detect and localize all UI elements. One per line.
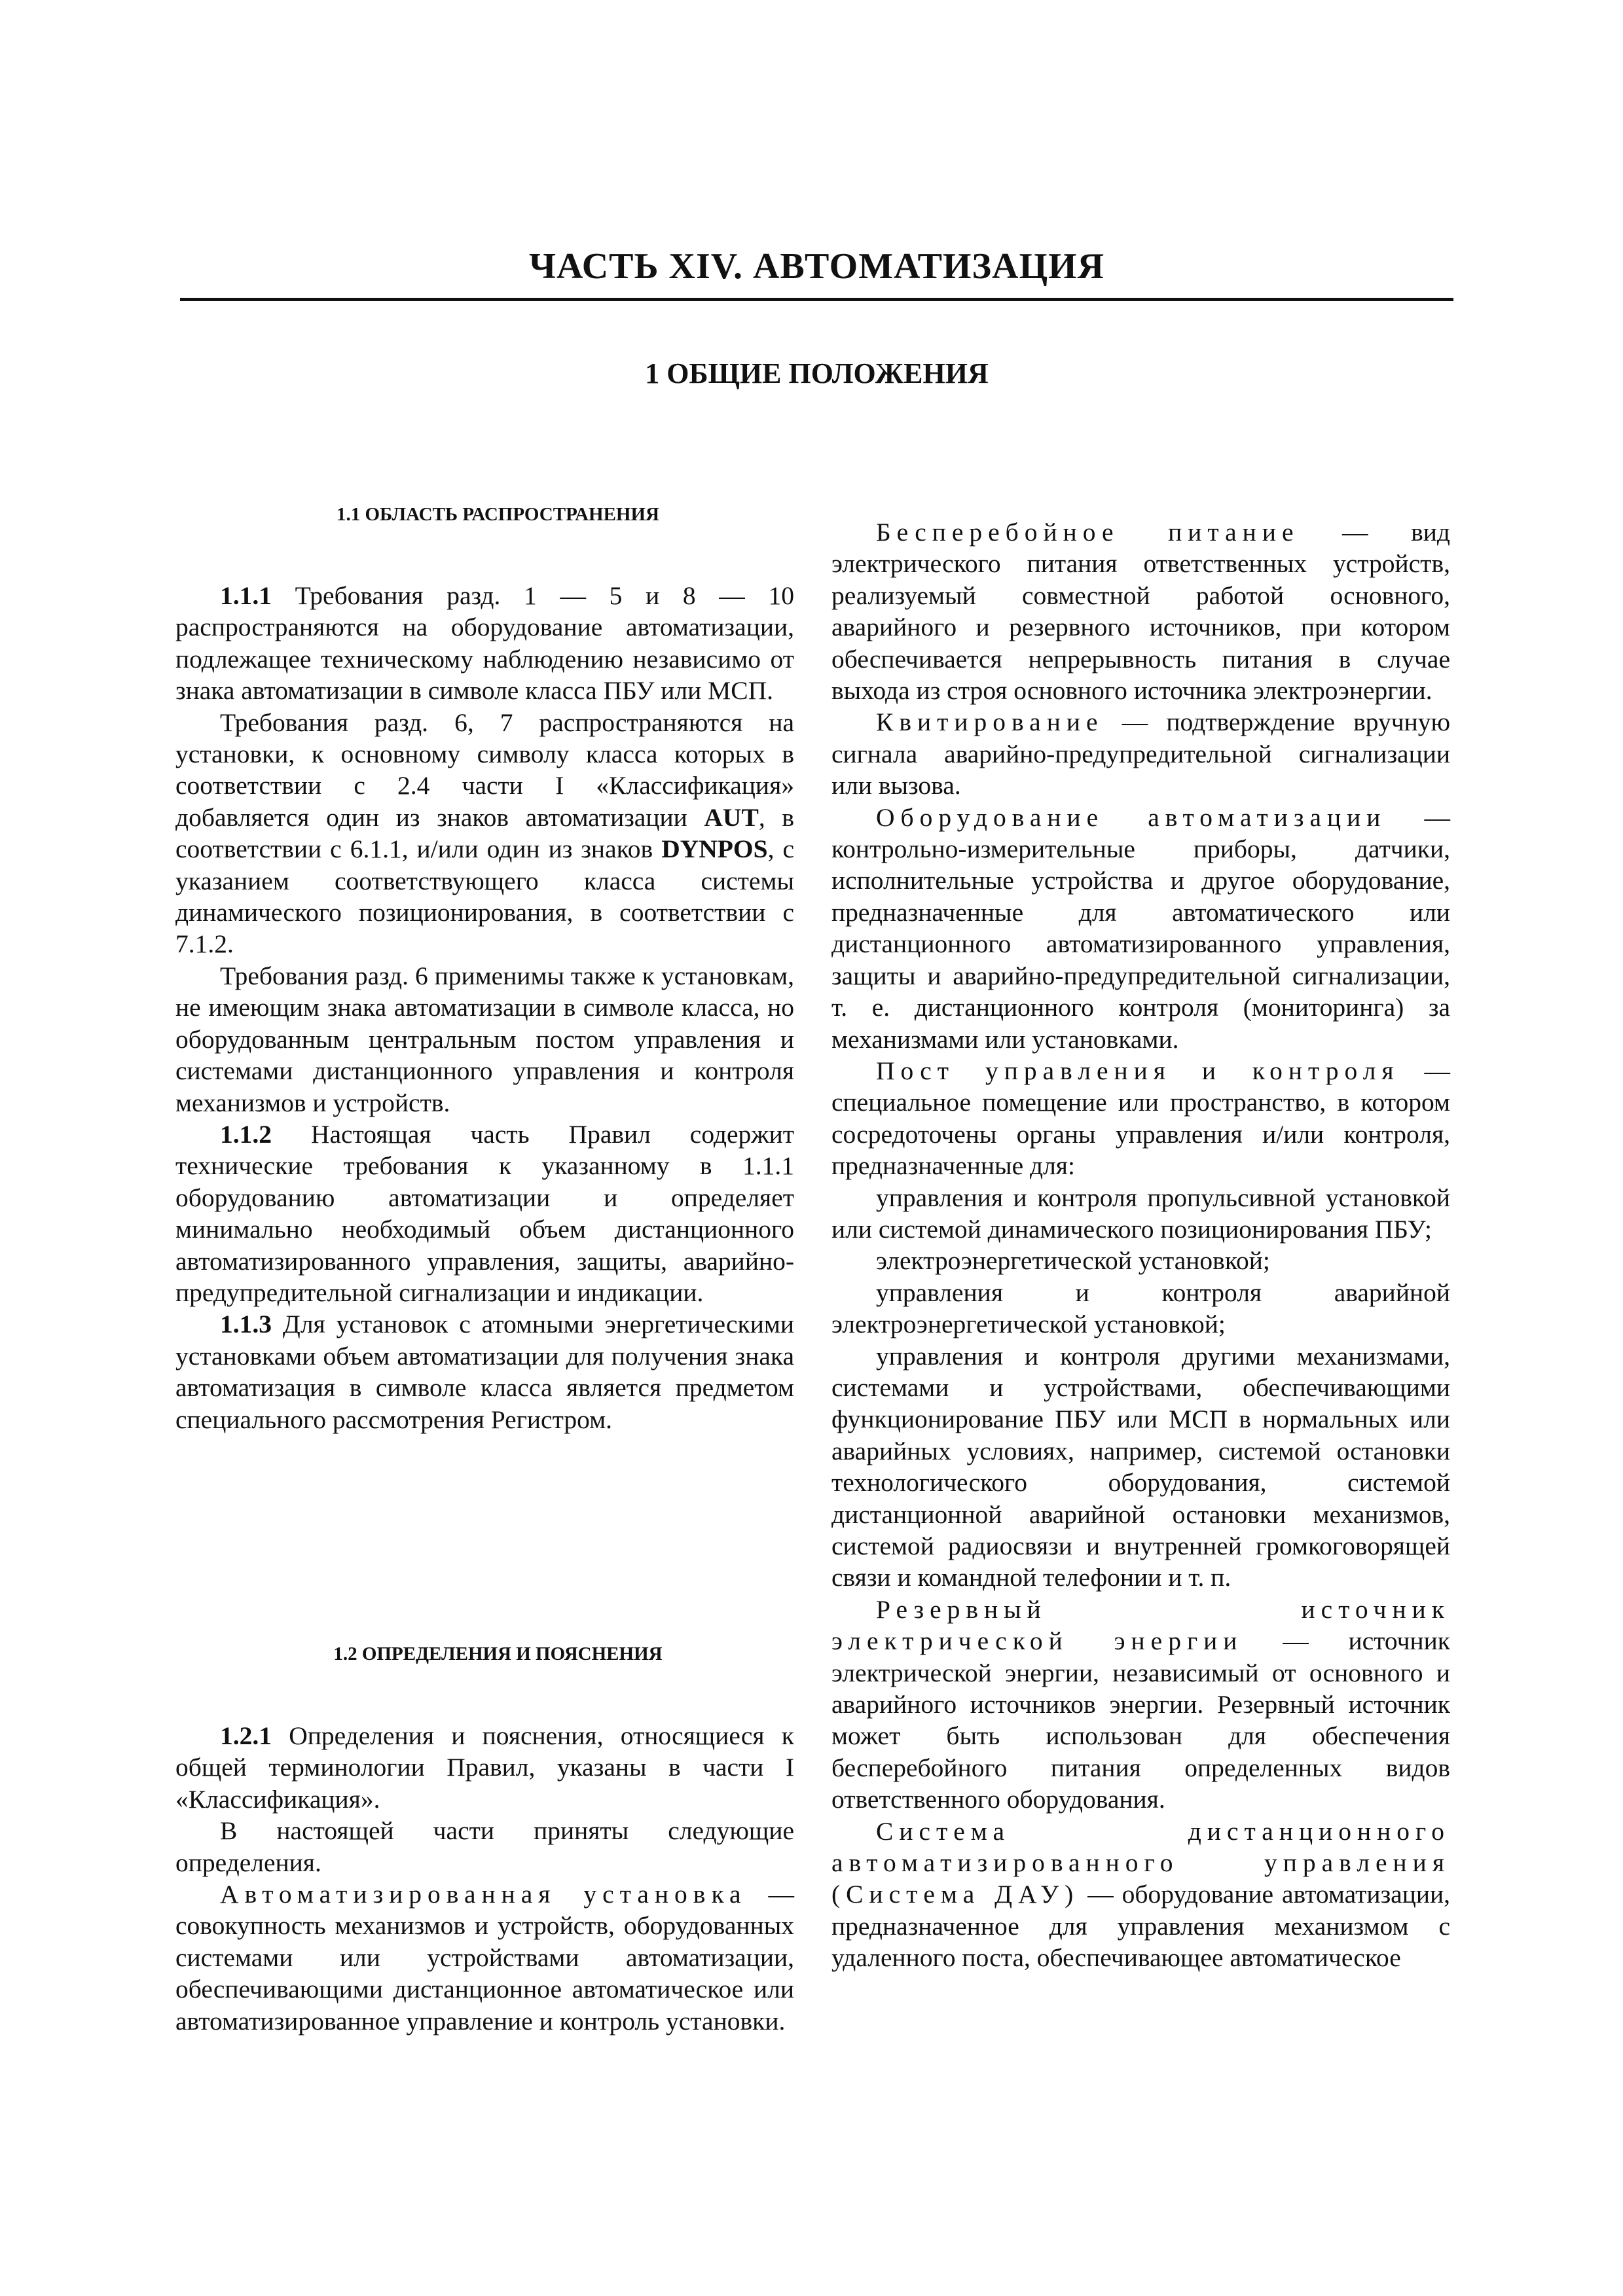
text-run: , с указанием соответствующего класса системы динамического позиционирования, в соответствии с 7.1.2. xyxy=(175,834,794,959)
clause-text: Требования разд. 1 — 5 и 8 — 10 распространяются на оборудование автоматизации, подлежащее техническому наблюдению независимо от знака автоматизации в символе класса ПБУ или МСП. xyxy=(175,581,794,706)
paragraph-1-1-1-b xyxy=(175,707,794,960)
title-rule xyxy=(180,298,1453,301)
control-station-item-4: управления и контроля другими механизмами, системами и устройствами, обеспечивающими функционирование ПБУ или МСП в нормальных или аварийных условиях, например, системой остановки технологического оборудования, системой дистанционной аварийной остановки механизмов, системой радиосвязи и внутренней громкоговорящей связи и командной телефонии и т. п. xyxy=(831,1341,1450,1592)
definition-term: Бесперебойное питание xyxy=(876,518,1300,547)
paragraph-1-1-1 xyxy=(175,580,794,707)
definition-acknowledgement xyxy=(831,706,1450,801)
control-station-item-3: управления и контроля аварийной электроэнергетической установкой; xyxy=(831,1278,1450,1339)
definition-remote-control-system xyxy=(831,1816,1450,1974)
clause-text: Настоящая часть Правил содержит технические требования к указанному в 1.1.1 оборудованию автоматизации и определяет минимально необходимый объем дистанционного автоматизированного управления, защиты, аварийно-предупредительной сигнализации и индикации. xyxy=(175,1119,794,1307)
definition-term: Резервный источник электрической энергии xyxy=(831,1594,1450,1656)
definition-term: Автоматизированная установка xyxy=(220,1880,747,1909)
text-run: Требования разд. 6, 7 распространяются на установки, к основному символу класса которых в соответствии с 2.4 части I «Классификация» добавляется один из знаков автоматизации xyxy=(175,708,794,832)
clause-number: 1.1.1 xyxy=(220,581,272,610)
clause-number: 1.2.1 xyxy=(220,1721,272,1750)
definition-control-station xyxy=(831,1055,1450,1182)
definition-text: — источник электрической энергии, независимый от основного и аварийного источников энергии. Резервный источник может быть использован для обеспечения бесперебойного питания определенных видов ответственного оборудования. xyxy=(831,1626,1450,1814)
paragraph-1-1-1-c: Требования разд. 6 применимы также к установкам, не имеющим знака автоматизации в символе класса, но оборудованным центральным постом управления и системами дистанционного управления и контроля механизмов и устройств. xyxy=(175,961,794,1117)
section-title: 1 ОБЩИЕ ПОЛОЖЕНИЯ xyxy=(645,357,989,389)
definition-text: — специальное помещение или пространство, в котором сосредоточены органы управления и/или контроля, предназначенные для: xyxy=(831,1056,1451,1181)
control-station-item-2: электроэнергетической установкой; xyxy=(876,1246,1270,1276)
text-run: , в соответствии с 6.1.1, и/или один из знаков xyxy=(175,802,794,864)
definition-term: Оборудование автоматизации xyxy=(876,802,1387,832)
definition-text: — подтверждение вручную сигнала аварийно-предупредительной сигнализации или вызова. xyxy=(831,708,1450,800)
paragraph-1-2-1 xyxy=(175,1720,794,1815)
definition-term: Пост управления и контроля xyxy=(876,1056,1400,1085)
definition-term: Система дистанционного автоматизированного управления (Система ДАУ) xyxy=(831,1816,1450,1909)
clause-number: 1.1.2 xyxy=(220,1119,272,1149)
definition-automation-equipment xyxy=(831,802,1450,1055)
definition-text: — контрольно-измерительные приборы, датчики, исполнительные устройства и другое оборудование, предназначенные для автоматического или дистанционного автоматизированного управления, защиты и аварийно-предупредительной сигнализации, т. е. дистанционного контроля (мониторинга) за механизмами или установками. xyxy=(831,802,1450,1054)
definition-text: — оборудование автоматизации, предназначенное для управления механизмом с удаленного поста, обеспечивающее автоматическое xyxy=(831,1880,1450,1973)
definition-reserve-source xyxy=(831,1594,1450,1816)
clause-number: 1.1.3 xyxy=(220,1310,272,1339)
control-station-item-1: управления и контроля пропульсивной установкой или системой динамического позиционирования ПБУ; xyxy=(831,1183,1450,1244)
paragraph-1-2-1-b: В настоящей части приняты следующие определения. xyxy=(175,1816,794,1877)
definition-text: — вид электрического питания ответственных устройств, реализуемый совместной работой основного, аварийного и резервного источников, при котором обеспечивается непрерывность питания в случае выхода из строя основного источника электроэнергии. xyxy=(831,518,1451,706)
subsection-heading-1-1: 1.1 ОБЛАСТЬ РАСПРОСТРАНЕНИЯ xyxy=(337,504,659,525)
mark-dynpos: DYNPOS xyxy=(661,834,768,864)
part-title: ЧАСТЬ XIV. АВТОМАТИЗАЦИЯ xyxy=(528,246,1105,287)
clause-text: Для установок с атомными энергетическими установками объем автоматизации для получения знака автоматизация в символе класса является предметом специального рассмотрения Регистром. xyxy=(175,1310,794,1434)
mark-aut: AUT xyxy=(704,802,759,832)
paragraph-1-1-2 xyxy=(175,1119,794,1308)
subsection-heading-1-2: 1.2 ОПРЕДЕЛЕНИЯ И ПОЯСНЕНИЯ xyxy=(333,1643,663,1664)
paragraph-1-1-3 xyxy=(175,1308,794,1435)
definition-text: — совокупность механизмов и устройств, оборудованных системами или устройствами автоматизации, обеспечивающими дистанционное автоматическое или автоматизированное управление и контроль установки. xyxy=(175,1880,795,2036)
definition-uninterruptible-power xyxy=(831,516,1450,706)
definition-term: Квитирование xyxy=(876,708,1104,737)
clause-text: Определения и пояснения, относящиеся к общей терминологии Правил, указаны в части I «Классификация». xyxy=(175,1721,794,1814)
definition-automated-installation xyxy=(175,1878,794,2037)
